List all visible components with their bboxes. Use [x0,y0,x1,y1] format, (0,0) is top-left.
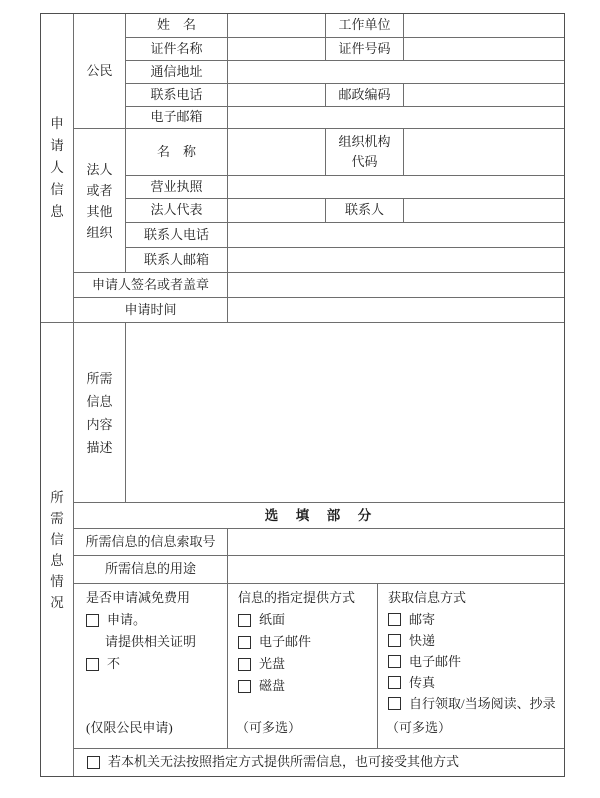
fee-waiver-cell [74,584,228,749]
checkbox-icon[interactable] [388,697,401,710]
email-label: 电子邮箱 [126,107,228,129]
fee-waiver-footnote: (仅限公民申请) [86,720,173,735]
checkbox-icon[interactable] [238,636,251,649]
provide-method-option-cd-label: 光盘 [259,656,286,671]
cert-no-value-cell[interactable] [404,38,564,61]
cert-name-label: 证件名称 [126,38,228,61]
signature-value-cell[interactable] [228,273,564,298]
address-value-cell[interactable] [228,61,564,84]
obtain-method-option-email[interactable] [378,651,560,672]
checkbox-icon[interactable] [388,634,401,647]
citizen-group-label: 公民 [86,62,113,78]
citizen-group-cell [74,14,126,129]
org-code-value-cell[interactable] [404,129,564,176]
obtain-method-option-email-label: 电子邮件 [409,654,462,669]
provide-method-cell [228,584,378,749]
address-label: 通信地址 [126,61,228,84]
application-form [40,13,565,777]
provide-method-option-paper[interactable] [228,609,373,631]
license-label: 营业执照 [126,176,228,199]
required-info-section-label: 所需信息情况 [50,489,64,610]
legal-rep-value-cell[interactable] [228,199,326,223]
obtain-method-option-self-label: 自行领取/当场阅读、抄录 [409,696,556,711]
provide-method-option-paper-label: 纸面 [259,612,286,627]
apply-time-value-cell[interactable] [228,298,564,323]
fallback-option-label: 若本机关无法按照指定方式提供所需信息，也可接受其他方式 [108,754,460,770]
apply-time-label: 申请时间 [74,298,228,323]
fee-waiver-option-no-label: 不 [107,656,121,671]
name-label: 姓 名 [126,14,228,38]
index-number-value-cell[interactable] [228,529,564,556]
cert-no-label: 证件号码 [326,38,404,61]
fee-waiver-apply-note: 请提供相关证明 [105,634,197,649]
provide-method-title: 信息的指定提供方式 [238,590,356,605]
description-label: 所需信息内容描述 [86,370,113,455]
provide-method-option-disk-label: 磁盘 [259,678,286,693]
contact-phone-value-cell[interactable] [228,223,564,248]
postcode-value-cell[interactable] [404,84,564,107]
work-unit-value-cell[interactable] [404,14,564,38]
postcode-label: 邮政编码 [326,84,404,107]
name-value-cell[interactable] [228,14,326,38]
obtain-method-option-fax-label: 传真 [409,675,436,690]
contact-label: 联系人 [326,199,404,223]
fee-waiver-title: 是否申请减免费用 [86,590,191,605]
org-group-cell [74,129,126,273]
purpose-label: 所需信息的用途 [74,556,228,584]
required-info-section-label-cell [41,323,74,776]
checkbox-icon[interactable] [388,613,401,626]
obtain-method-option-express[interactable] [378,630,560,651]
obtain-method-option-mail-label: 邮寄 [409,612,436,627]
contact-email-value-cell[interactable] [228,248,564,273]
fee-waiver-option-apply[interactable] [74,609,223,631]
applicant-section-label: 申请人信息 [50,116,64,219]
checkbox-icon[interactable] [238,614,251,627]
checkbox-icon[interactable] [238,680,251,693]
org-group-label: 法人或者其他组织 [86,161,113,240]
obtain-method-option-mail[interactable] [378,609,560,630]
purpose-value-cell[interactable] [228,556,564,584]
description-value-cell[interactable] [126,323,564,503]
license-value-cell[interactable] [228,176,564,199]
obtain-method-cell [378,584,564,749]
contact-value-cell[interactable] [404,199,564,223]
fallback-option-row[interactable] [74,749,564,776]
org-name-value-cell[interactable] [228,129,326,176]
phone-label: 联系电话 [126,84,228,107]
obtain-method-footnote: （可多选） [386,720,452,735]
fee-waiver-option-apply-label: 申请。 [107,612,147,627]
org-code-label: 组织机构代码 [338,134,391,169]
work-unit-label: 工作单位 [326,14,404,38]
legal-rep-label: 法人代表 [126,199,228,223]
checkbox-icon[interactable] [87,756,100,769]
provide-method-option-cd[interactable] [228,653,373,675]
checkbox-icon[interactable] [238,658,251,671]
checkbox-icon[interactable] [86,614,99,627]
cert-name-value-cell[interactable] [228,38,326,61]
obtain-method-option-express-label: 快递 [409,633,436,648]
required-info-section [41,323,564,776]
obtain-method-title: 获取信息方式 [388,590,467,605]
signature-label: 申请人签名或者盖章 [74,273,228,298]
optional-section-header: 选 填 部 分 [74,503,564,529]
phone-value-cell[interactable] [228,84,326,107]
description-label-cell [74,323,126,503]
contact-email-label: 联系人邮箱 [126,248,228,273]
contact-phone-label: 联系人电话 [126,223,228,248]
obtain-method-option-self[interactable] [378,693,560,714]
provide-method-option-disk[interactable] [228,675,373,697]
obtain-method-option-fax[interactable] [378,672,560,693]
org-name-label: 名 称 [126,129,228,176]
checkbox-icon[interactable] [388,676,401,689]
email-value-cell[interactable] [228,107,564,129]
provide-method-option-email-label: 电子邮件 [259,634,312,649]
applicant-section-label-cell [41,14,74,323]
fee-waiver-option-no[interactable] [74,653,223,675]
provide-method-option-email[interactable] [228,631,373,653]
provide-method-footnote: （可多选） [236,720,302,735]
org-code-label-cell [326,129,404,176]
applicant-section [41,14,564,323]
checkbox-icon[interactable] [388,655,401,668]
checkbox-icon[interactable] [86,658,99,671]
index-number-label: 所需信息的信息索取号 [74,529,228,556]
